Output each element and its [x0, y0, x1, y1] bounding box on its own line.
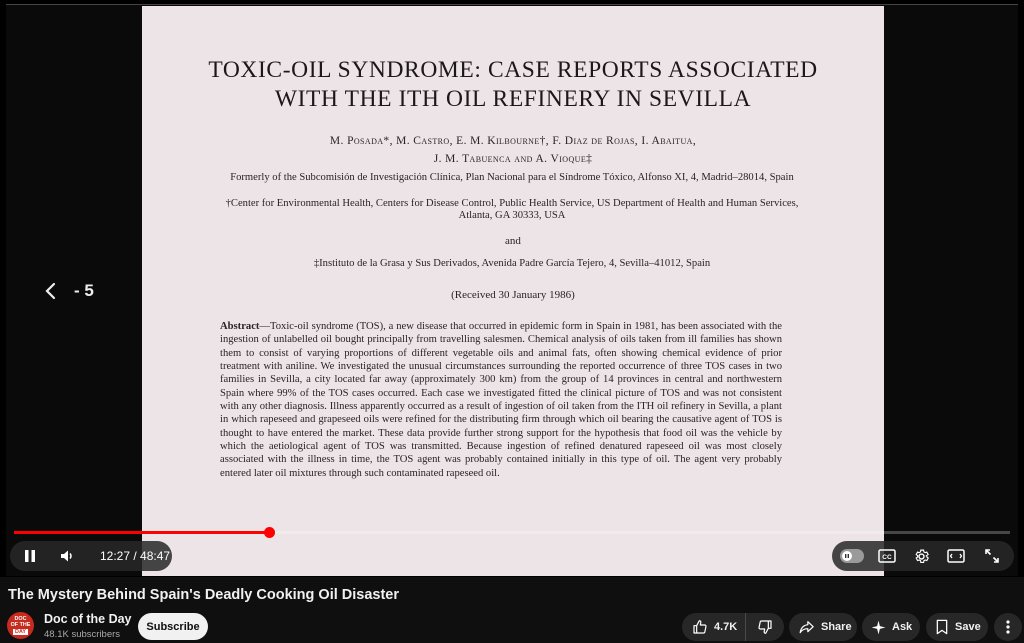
affiliation-1: Formerly of the Subcomisión de Investigación Clínica, Plan Nacional para el Síndrome Tóxico, Alfonso XI, 4, Madrid–28014, Spain — [230, 172, 794, 183]
like-count: 4.7K — [714, 621, 738, 633]
player-controls — [0, 541, 1024, 571]
channel-name[interactable]: Doc of the Day — [44, 612, 132, 626]
video-title: The Mystery Behind Spain's Deadly Cooking Oil Disaster — [8, 587, 400, 603]
document-page — [142, 6, 884, 576]
affiliation-2: †Center for Environmental Health, Centers for Disease Control, Public Health Service, US Department of Health and Human Services, Atlanta, GA 30333, USA — [225, 198, 799, 221]
document-authors — [142, 132, 884, 168]
share-icon — [798, 619, 815, 635]
bookmark-icon — [935, 619, 949, 635]
like-dislike-group — [682, 613, 784, 641]
more-vertical-icon — [1006, 620, 1010, 634]
abstract — [220, 320, 782, 480]
pause-icon — [23, 549, 37, 563]
pause-small-icon — [844, 553, 850, 559]
share-label: Share — [821, 621, 852, 633]
theater-mode-button[interactable] — [941, 541, 971, 571]
volume-button[interactable] — [52, 541, 82, 571]
subscribe-button[interactable]: Subscribe — [138, 613, 208, 640]
authors-line2: J. M. Tabuenca and A. Vioque‡ — [433, 153, 593, 165]
subscriber-count: 48.1K subscribers — [44, 629, 121, 640]
thumbs-down-icon — [757, 619, 773, 635]
avatar-text-mid: OF THE — [10, 622, 31, 628]
captions-button[interactable] — [872, 541, 902, 571]
svg-text:CC: CC — [882, 553, 892, 561]
fullscreen-icon — [984, 548, 1000, 564]
settings-button[interactable] — [906, 541, 936, 571]
fullscreen-button[interactable] — [977, 541, 1007, 571]
autoplay-toggle[interactable] — [840, 549, 864, 563]
affiliation-3: ‡Instituto de la Grasa y Sus Derivados, Avenida Padre García Tejero, 4, Sevilla–41012, Spain — [313, 258, 711, 269]
sparkle-icon — [871, 620, 886, 635]
theater-mode-icon — [947, 549, 965, 563]
avatar-text-top: DOC — [14, 616, 27, 622]
abstract-label: Abstract — [220, 321, 260, 332]
ask-label: Ask — [892, 621, 913, 633]
progress-scrubber[interactable] — [264, 527, 275, 538]
document-title-line2: WITH THE ITH OIL REFINERY IN SEVILLA — [274, 86, 752, 112]
autoplay-toggle-knob — [842, 551, 852, 561]
abstract-text: —Toxic-oil syndrome (TOS), a new disease that occurred in epidemic form in Spain in 1981, has been associated with the ingestion of unlabelled oil bought principally from travelling salesmen. Chemical analysis of oils taken from ill families has shown them to consist of varying proportions of different vegetable oils and animal fats, often showing chemical evidence of prior treatment with aniline. We investigated the unusual circumstances surrounding the reported occurrence of three TOS cases in two families in Sevilla, a city located far away (approximately 300 km) from the group of 14 provinces in central and northwestern Spain where 99% of the TOS cases occurred. Each case we investigated fitted the clinical picture of TOS and was not consistent with any other diagnosis. Illness apparently occurred as a result of ingestion of oil taken from the ITH oil refinery in Sevilla, a plant in which rapeseed and grapeseed oils were refined for the distributing firm through which oil bearing the causative agent of TOS is thought to have entered the market. These data provide further strong support for the hypothesis that food oil was the vehicle by which the aetiological agent of TOS was transmitted. Because ingestion of refined denatured rapeseed oil was most closely associated with the illness in time, the TOS agent was probably contained initially in this type of oil. The agent very probably entered later oil mixtures through such contaminated rapeseed oil. — [220, 321, 782, 479]
seek-back-indicator — [44, 281, 94, 301]
save-label: Save — [955, 621, 981, 633]
progress-bar[interactable] — [14, 531, 1010, 534]
thumbs-up-icon — [692, 619, 708, 635]
share-button[interactable] — [789, 613, 857, 641]
progress-played — [14, 531, 269, 534]
time-display: 12:27 / 48:47 — [100, 549, 171, 563]
captions-icon — [878, 549, 896, 563]
avatar-text-bot: DAY — [15, 629, 26, 635]
like-button[interactable] — [682, 613, 746, 641]
dislike-button[interactable] — [746, 613, 784, 641]
gear-icon — [913, 548, 930, 565]
received-date: (Received 30 January 1986) — [451, 289, 575, 301]
ask-button[interactable] — [862, 613, 920, 641]
seek-back-label: - 5 — [74, 281, 94, 300]
document-title — [142, 56, 884, 114]
more-actions-button[interactable] — [994, 613, 1022, 641]
authors-line1: M. Posada*, M. Castro, E. M. Kilbourne†, F. Diaz de Rojas, I. Abaitua, — [329, 135, 697, 147]
chevron-left-icon — [44, 282, 56, 300]
channel-avatar[interactable] — [7, 612, 34, 639]
affiliation-and: and — [505, 235, 521, 247]
volume-icon — [59, 548, 75, 564]
pause-button[interactable] — [15, 541, 45, 571]
document-title-line1: TOXIC-OIL SYNDROME: CASE REPORTS ASSOCIATED — [208, 57, 818, 83]
save-button[interactable] — [926, 613, 988, 641]
